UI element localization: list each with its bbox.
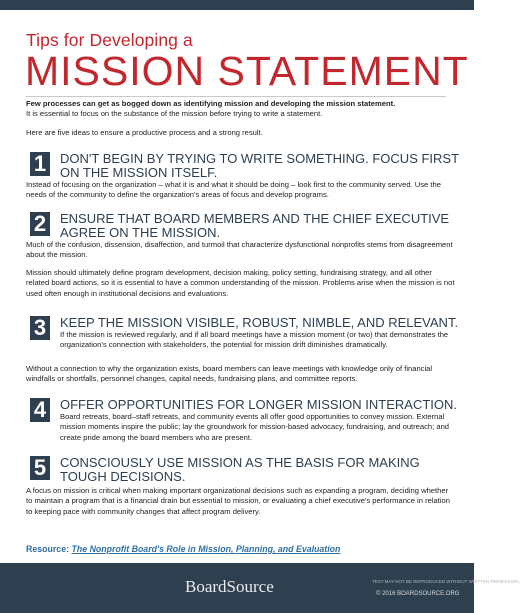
footer <box>0 563 520 613</box>
copyright: © 2016 BOARDSOURCE.ORG <box>376 591 460 597</box>
intro-text: It is essential to focus on the substance of the mission before trying to write a statement. <box>26 109 323 118</box>
page-subtitle: Tips for Developing a <box>26 30 193 50</box>
tip-3-extra: Without a connection to why the organization exists, board members can leave meetings with knowledge only of financial windfalls or shortfalls, personnel changes, capital needs, fundraising plans, and committee reports. <box>26 364 433 384</box>
tip-number: 1 <box>30 152 50 176</box>
resource-link[interactable]: The Nonprofit Board's Role in Mission, Planning, and Evaluation <box>71 544 341 554</box>
tip-heading: ENSURE THAT BOARD MEMBERS AND THE CHIEF EXECUTIVE AGREE ON THE MISSION. <box>60 211 450 240</box>
top-bar <box>0 0 474 10</box>
tip-heading: DON'T BEGIN BY TRYING TO WRITE SOMETHING. FOCUS FIRST ON THE MISSION ITSELF. <box>60 151 459 180</box>
tip-body: Board retreats, board–staff retreats, and community events all offer good opportunities to convey mission. External mission moments inspire the public; lay the groundwork for mission-based advocacy, fundraising, and outreach; and create pride among the board members who are present. <box>60 412 450 442</box>
tip-number: 5 <box>30 456 50 480</box>
intro-lead: Few processes can get as bogged down as identifying mission and developing the mission statement. <box>26 99 396 108</box>
tip-2-extra: Mission should ultimately define program development, decision making, policy setting, fundraising strategy, and all other related board actions, so it is essential to have a common understanding of the mission. Problems arise when the mission is not used often enough in institutional decisions and evaluations. <box>26 268 455 298</box>
tip-body: If the mission is reviewed regularly, and if all board meetings have a mission moment (or two) that demonstrates the organization's connection with stakeholders, the potential for mission drift diminishes dramatically. <box>60 330 449 350</box>
tip-heading: CONSCIOUSLY USE MISSION AS THE BASIS FOR MAKING TOUGH DECISIONS. <box>60 455 420 484</box>
tip-body: Instead of focusing on the organization – what it is and what it should be doing – look first to the community served. Use the needs of the community to define the organization's areas of focus and develop programs. <box>26 180 441 200</box>
resource-line <box>26 544 340 554</box>
resource-label: Resource: <box>26 544 70 554</box>
tip-body: Much of the confusion, dissension, disaffection, and turmoil that characterize dysfunctional nonprofits stems from disagreement about the mission. <box>26 240 453 260</box>
tip-number: 3 <box>30 316 50 340</box>
tip-heading: KEEP THE MISSION VISIBLE, ROBUST, NIMBLE, AND RELEVANT. <box>60 315 459 330</box>
page-title: MISSION STATEMENT <box>25 48 469 94</box>
tip-number: 2 <box>30 212 50 236</box>
tip-number: 4 <box>30 398 50 422</box>
reproduction-notice: TEXT MAY NOT BE REPRODUCED WITHOUT WRITTEN PERMISSION. <box>372 579 520 584</box>
title-divider <box>26 96 446 97</box>
tip-heading: OFFER OPPORTUNITIES FOR LONGER MISSION INTERACTION. <box>60 397 458 412</box>
intro-text-2: Here are five ideas to ensure a productive process and a strong result. <box>26 128 263 137</box>
tip-body: A focus on mission is critical when making important organizational decisions such as expanding a program, deciding whether to maintain a program that is a financial drain but essential to mission, or evaluating a chief executive's performance in relation to keeping pace with community changes that affect program delivery. <box>26 486 450 516</box>
boardsource-logo: BoardSource <box>185 577 274 596</box>
